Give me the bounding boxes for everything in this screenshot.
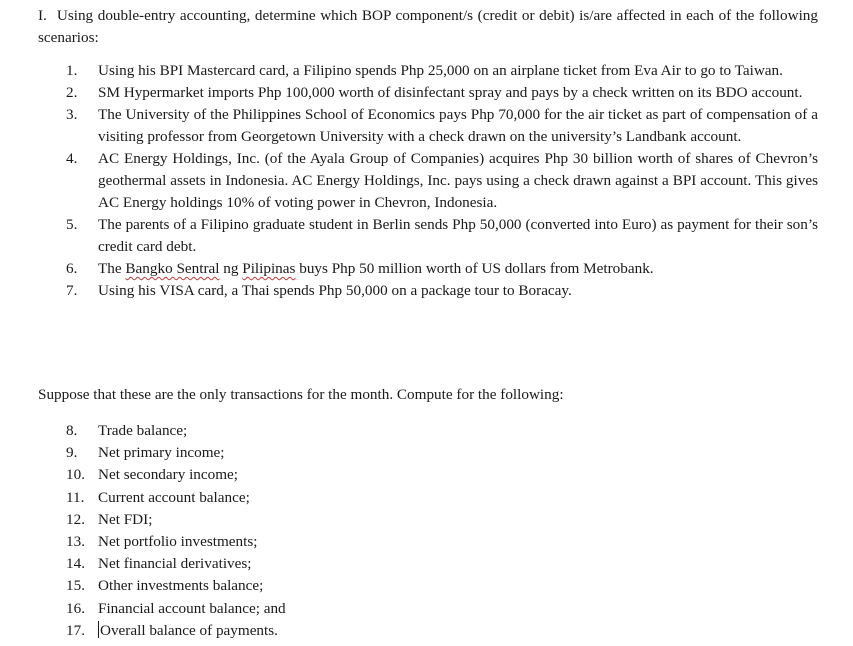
item-text: Other investments balance; xyxy=(98,577,264,595)
item-number: 15. xyxy=(66,577,85,595)
list-item xyxy=(0,60,853,82)
list-item xyxy=(0,598,853,620)
item-text: Using his BPI Mastercard card, a Filipino spends Php 25,000 on an airplane ticket from Eva Air to go to Taiwan. xyxy=(98,62,783,79)
item-text: Net portfolio investments; xyxy=(98,532,258,550)
item-number: 5. xyxy=(66,216,78,233)
item-number: 17. xyxy=(66,621,85,639)
item-number: 2. xyxy=(66,84,78,101)
text-cursor xyxy=(98,621,99,638)
item-number: 12. xyxy=(66,510,85,528)
section-heading xyxy=(38,5,818,49)
item-number: 1. xyxy=(66,62,78,79)
computation-list xyxy=(0,420,853,642)
item-text: Net financial derivatives; xyxy=(98,555,252,573)
item-number: 10. xyxy=(66,466,85,484)
item-text: Net secondary income; xyxy=(98,466,239,484)
item-text: The parents of a Filipino graduate student in Berlin sends Php 50,000 (converted into Euro) as payment for their son’s credit card debt. xyxy=(98,216,818,255)
item-text-content: Overall balance of payments. xyxy=(100,621,278,639)
list-item xyxy=(0,487,853,509)
item-text: Net primary income; xyxy=(98,444,225,462)
item-number: 13. xyxy=(66,532,85,550)
item-text: Trade balance; xyxy=(98,422,188,439)
item-text[interactable] xyxy=(98,620,278,642)
item-number: 9. xyxy=(66,444,78,462)
list-item xyxy=(0,442,853,464)
item-number: 8. xyxy=(66,422,78,439)
section-number: I. xyxy=(38,7,47,24)
instruction-paragraph: Suppose that these are the only transactions for the month. Compute for the following: xyxy=(38,386,564,403)
item-number: 7. xyxy=(66,282,78,299)
item-number: 4. xyxy=(66,150,78,167)
list-item xyxy=(0,575,853,597)
list-item xyxy=(0,531,853,553)
list-item xyxy=(0,620,853,642)
list-item xyxy=(0,148,853,214)
item-number: 16. xyxy=(66,599,85,617)
item-text: Current account balance; xyxy=(98,488,250,506)
list-item xyxy=(0,214,853,258)
list-item xyxy=(0,509,853,531)
item-text xyxy=(98,258,818,280)
item-text: Using his VISA card, a Thai spends Php 50,000 on a package tour to Boracay. xyxy=(98,282,572,299)
text-segment: buys Php 50 million worth of US dollars from Metrobank. xyxy=(295,260,654,277)
list-item xyxy=(0,104,853,148)
item-text: Net FDI; xyxy=(98,510,153,528)
item-text: SM Hypermarket imports Php 100,000 worth of disinfectant spray and pays by a check written on its BDO account. xyxy=(98,84,803,101)
item-number: 11. xyxy=(66,488,85,506)
item-number: 6. xyxy=(66,260,78,277)
list-item xyxy=(0,420,853,442)
spellcheck-flagged-word[interactable]: Bangko Sentral xyxy=(125,260,220,277)
list-item xyxy=(0,82,853,104)
item-number: 3. xyxy=(66,106,78,123)
section-instructions: Using double-entry accounting, determine which BOP component/s (credit or debit) is/are affected in each of the following scenarios: xyxy=(38,7,818,46)
list-item xyxy=(0,258,853,280)
text-segment: ng xyxy=(219,260,243,277)
item-text: Financial account balance; and xyxy=(98,599,286,617)
scenario-list xyxy=(0,60,853,302)
list-item xyxy=(0,464,853,486)
item-text: AC Energy Holdings, Inc. (of the Ayala Group of Companies) acquires Php 30 billion worth of shares of Chevron’s geothermal assets in Indonesia. AC Energy Holdings, Inc. pays using a check drawn against a BPI account. This gives AC Energy holdings 10% of voting power in Chevron, Indonesia. xyxy=(98,150,818,211)
text-segment: The xyxy=(98,260,126,277)
list-item xyxy=(0,553,853,575)
spellcheck-flagged-word[interactable]: Pilipinas xyxy=(242,260,296,277)
item-number: 14. xyxy=(66,555,85,573)
list-item xyxy=(0,280,853,302)
item-text: The University of the Philippines School of Economics pays Php 70,000 for the air ticket as part of compensation of a visiting professor from Georgetown University with a check drawn on the university’s Landbank account. xyxy=(98,106,818,145)
